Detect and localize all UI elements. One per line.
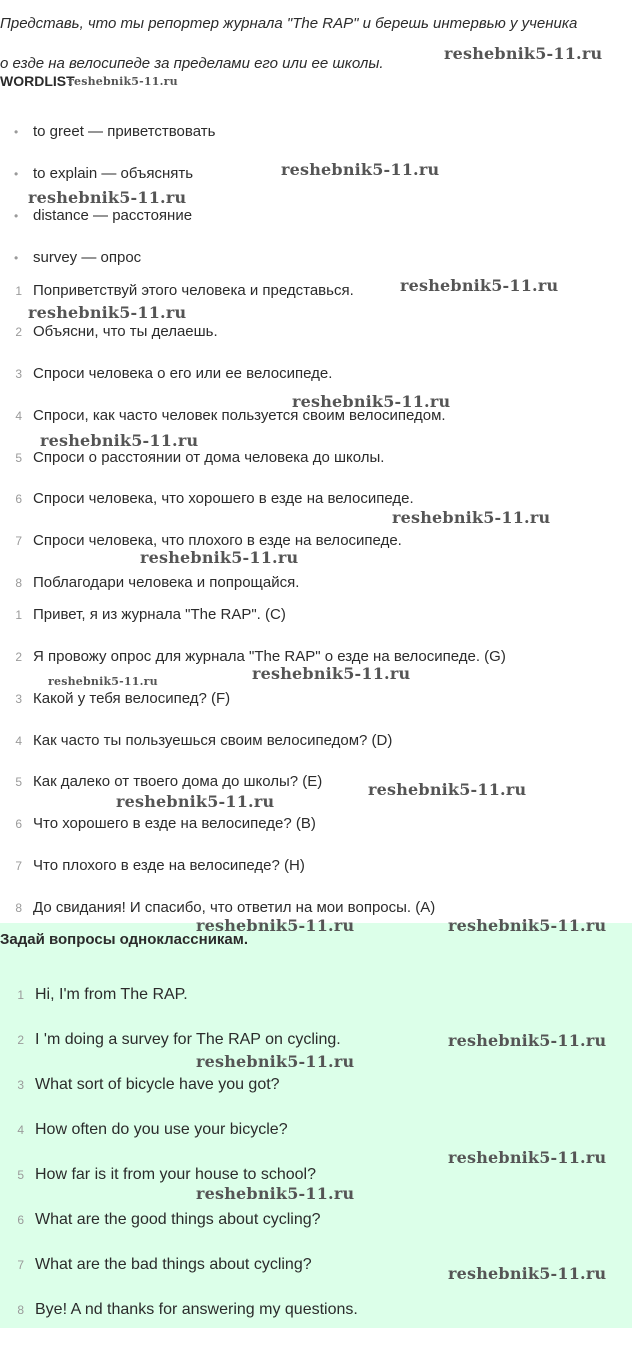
question-number: 5: [17, 1168, 24, 1182]
question-number: 8: [17, 1303, 24, 1317]
question-item: [0, 1118, 632, 1142]
wordlist-item: [0, 204, 632, 228]
watermark: reshebnik5-11.ru: [196, 1052, 355, 1071]
wordlist-item-text: distance — расстояние: [33, 207, 193, 224]
watermark: reshebnik5-11.ru: [48, 675, 158, 688]
watermark: reshebnik5-11.ru: [400, 276, 559, 295]
question-number: 2: [17, 1033, 24, 1047]
question-text: What are the good things about cycling?: [35, 1211, 321, 1228]
question-number: 3: [17, 1078, 24, 1092]
watermark: reshebnik5-11.ru: [40, 431, 199, 450]
wordlist-item-text: survey — опрос: [33, 249, 142, 266]
bullet-icon: •: [14, 209, 19, 223]
watermark: reshebnik5-11.ru: [448, 916, 607, 935]
watermark: reshebnik5-11.ru: [292, 392, 451, 411]
task-item: [0, 529, 632, 553]
question-text: Hi, I'm from The RAP.: [35, 986, 188, 1003]
answer-number: 6: [15, 817, 22, 831]
watermark: reshebnik5-11.ru: [116, 792, 275, 811]
answer-item: [0, 603, 632, 627]
question-item: [0, 1298, 632, 1322]
intro-line-2: о езде на велосипеде за пределами его или ее школы.: [0, 55, 384, 72]
task-item: [0, 362, 632, 386]
answer-item: [0, 687, 632, 711]
question-number: 4: [17, 1123, 24, 1137]
wordlist-item-text: to explain — объяснять: [33, 165, 194, 182]
wordlist-item: [0, 246, 632, 270]
answer-text: Что хорошего в езде на велосипеде? (B): [33, 815, 316, 832]
task-number: 5: [15, 451, 22, 465]
question-item: [0, 983, 632, 1007]
answer-item: [0, 812, 632, 836]
watermark: reshebnik5-11.ru: [444, 44, 603, 63]
watermark: reshebnik5-11.ru: [448, 1264, 607, 1283]
answer-number: 7: [15, 859, 22, 873]
intro-line-1: Представь, что ты репортер журнала "The RAP" и берешь интервью у ученика: [0, 15, 578, 32]
task-item: [0, 571, 632, 595]
task-text: Спроси человека о его или ее велосипеде.: [33, 365, 333, 382]
task-text: Спроси о расстоянии от дома человека до школы.: [33, 449, 385, 466]
task-number: 1: [15, 284, 22, 298]
answer-number: 3: [15, 692, 22, 706]
question-item: [0, 1073, 632, 1097]
watermark: reshebnik5-11.ru: [252, 664, 411, 683]
question-text: Bye! A nd thanks for answering my questions.: [35, 1301, 358, 1318]
question-text: What sort of bicycle have you got?: [35, 1076, 280, 1093]
watermark: reshebnik5-11.ru: [28, 188, 187, 207]
question-number: 6: [17, 1213, 24, 1227]
answer-item: [0, 854, 632, 878]
wordlist-item: [0, 120, 632, 144]
bullet-icon: •: [14, 125, 19, 139]
watermark: reshebnik5-11.ru: [196, 1184, 355, 1203]
answer-text: Что плохого в езде на велосипеде? (H): [33, 857, 305, 874]
task-text: Спроси человека, что хорошего в езде на велосипеде.: [33, 490, 414, 507]
question-text: What are the bad things about cycling?: [35, 1256, 312, 1273]
question-text: How often do you use your bicycle?: [35, 1121, 288, 1138]
answer-number: 4: [15, 734, 22, 748]
task-number: 2: [15, 325, 22, 339]
watermark: reshebnik5-11.ru: [281, 160, 440, 179]
watermark: reshebnik5-11.ru: [392, 508, 551, 527]
task-text: Спроси, как часто человек пользуется своим велосипедом.: [33, 407, 446, 424]
question-number: 1: [17, 988, 24, 1002]
watermark: reshebnik5-11.ru: [448, 1148, 607, 1167]
wordlist-title: [0, 73, 75, 89]
wordlist-title-label: WORDLIST: [0, 73, 75, 89]
watermark: reshebnik5-11.ru: [368, 780, 527, 799]
task-number: 8: [15, 576, 22, 590]
task-number: 6: [15, 492, 22, 506]
answer-number: 2: [15, 650, 22, 664]
watermark: reshebnik5-11.ru: [68, 75, 178, 88]
wordlist-item-text: to greet — приветствовать: [33, 123, 216, 140]
task-text: Поприветствуй этого человека и представься.: [33, 282, 354, 299]
answer-text: До свидания! И спасибо, что ответил на мои вопросы. (A): [33, 899, 436, 916]
answer-text: Я провожу опрос для журнала "The RAP" о езде на велосипеде. (G): [33, 648, 506, 665]
task-text: Спроси человека, что плохого в езде на велосипеде.: [33, 532, 402, 549]
watermark: reshebnik5-11.ru: [448, 1031, 607, 1050]
question-number: 7: [17, 1258, 24, 1272]
task-number: 7: [15, 534, 22, 548]
watermark: reshebnik5-11.ru: [140, 548, 299, 567]
bullet-icon: •: [14, 251, 19, 265]
answer-number: 5: [15, 775, 22, 789]
task-text: Объясни, что ты делаешь.: [33, 323, 218, 340]
question-text: How far is it from your house to school?: [35, 1166, 317, 1183]
answer-text: Привет, я из журнала "The RAP". (C): [33, 606, 286, 623]
task-text: Поблагодари человека и попрощайся.: [33, 574, 300, 591]
answer-item: [0, 729, 632, 753]
answer-text: Как далеко от твоего дома до школы? (E): [33, 773, 323, 790]
answer-item: [0, 770, 632, 794]
watermark: reshebnik5-11.ru: [196, 916, 355, 935]
classmates-title-label: Задай вопросы одноклассникам.: [0, 931, 249, 948]
task-number: 4: [15, 409, 22, 423]
answer-number: 1: [15, 608, 22, 622]
answer-text: Какой у тебя велосипед? (F): [33, 690, 231, 707]
question-text: I 'm doing a survey for The RAP on cycling.: [35, 1031, 341, 1048]
task-item: [0, 320, 632, 344]
task-number: 3: [15, 367, 22, 381]
answer-number: 8: [15, 901, 22, 915]
answer-text: Как часто ты пользуешься своим велосипедом? (D): [33, 732, 393, 749]
watermark: reshebnik5-11.ru: [28, 303, 187, 322]
question-item: [0, 1208, 632, 1232]
bullet-icon: •: [14, 167, 19, 181]
